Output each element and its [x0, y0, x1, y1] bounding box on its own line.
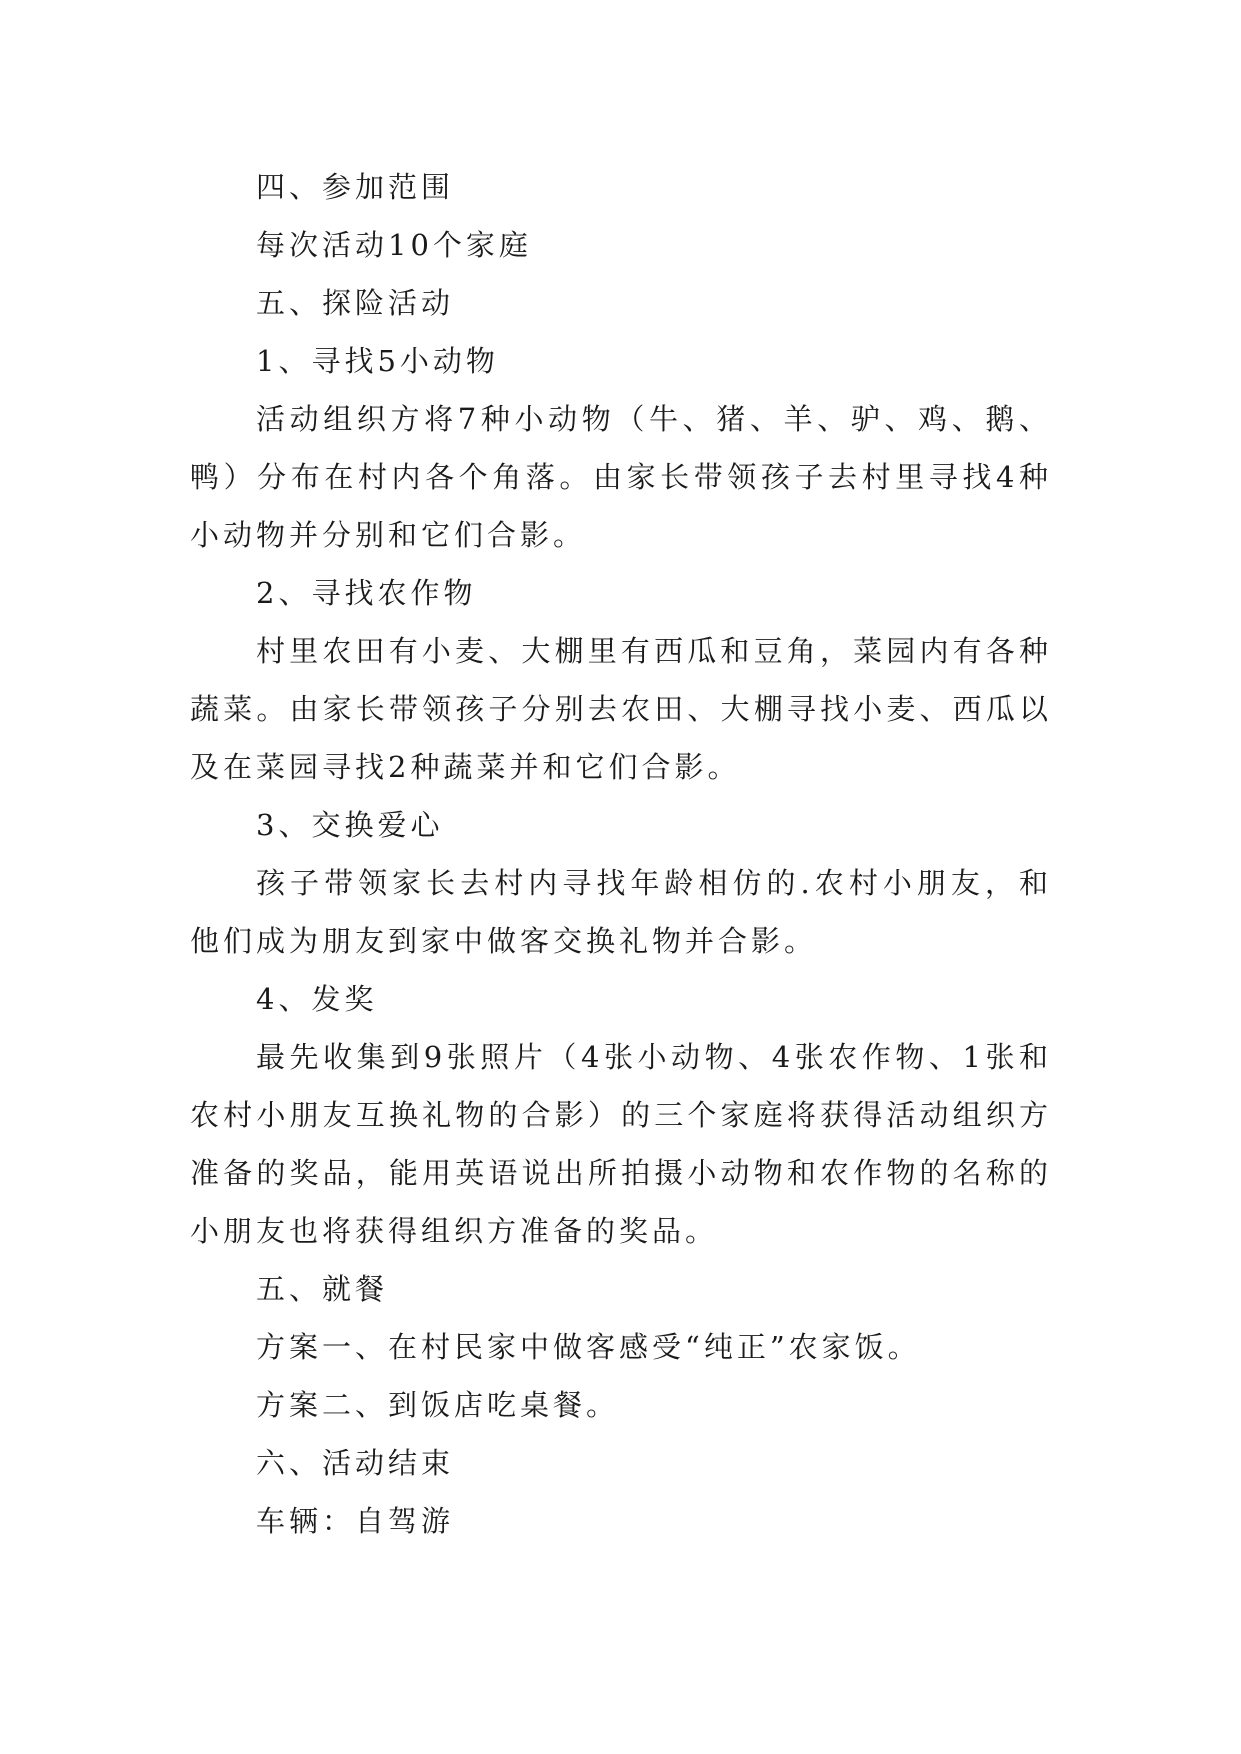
find-crops-text: 村里农田有小麦、大棚里有西瓜和豆角，菜园内有各种蔬菜。由家长带领孩子分别去农田、大棚寻找小麦、西瓜以及在菜园寻找2种蔬菜并和它们合影。 — [190, 634, 1052, 784]
subheading-exchange-love: 3、交换爱心 — [256, 808, 444, 842]
participation-text: 每次活动10个家庭 — [256, 228, 532, 262]
exchange-love-text: 孩子带领家长去村内寻找年龄相仿的.农村小朋友，和他们成为朋友到家中做客交换礼物并合影。 — [190, 866, 1052, 958]
dining-option-two: 方案二、到饭店吃桌餐。 — [256, 1388, 620, 1422]
section-heading-activity-end: 六、活动结束 — [256, 1446, 455, 1480]
dining-option-one: 方案一、在村民家中做客感受“纯正”农家饭。 — [256, 1330, 921, 1364]
section-heading-dining: 五、就餐 — [256, 1272, 389, 1306]
subheading-awards: 4、发奖 — [256, 982, 378, 1016]
subheading-find-crops: 2、寻找农作物 — [256, 576, 477, 610]
document-body — [190, 158, 1052, 1550]
vehicle-text: 车辆：自驾游 — [256, 1504, 455, 1538]
awards-text: 最先收集到9张照片（4张小动物、4张农作物、1张和农村小朋友互换礼物的合影）的三个家庭将获得活动组织方准备的奖品，能用英语说出所拍摄小动物和农作物的名称的小朋友也将获得组织方准备的奖品。 — [190, 1040, 1052, 1248]
section-heading-adventure: 五、探险活动 — [256, 286, 455, 320]
find-animals-text: 活动组织方将7种小动物（牛、猪、羊、驴、鸡、鹅、鸭）分布在村内各个角落。由家长带领孩子去村里寻找4种小动物并分别和它们合影。 — [190, 402, 1052, 552]
subheading-find-animals: 1、寻找5小动物 — [256, 344, 499, 378]
section-heading-participation-scope: 四、参加范围 — [256, 170, 455, 204]
